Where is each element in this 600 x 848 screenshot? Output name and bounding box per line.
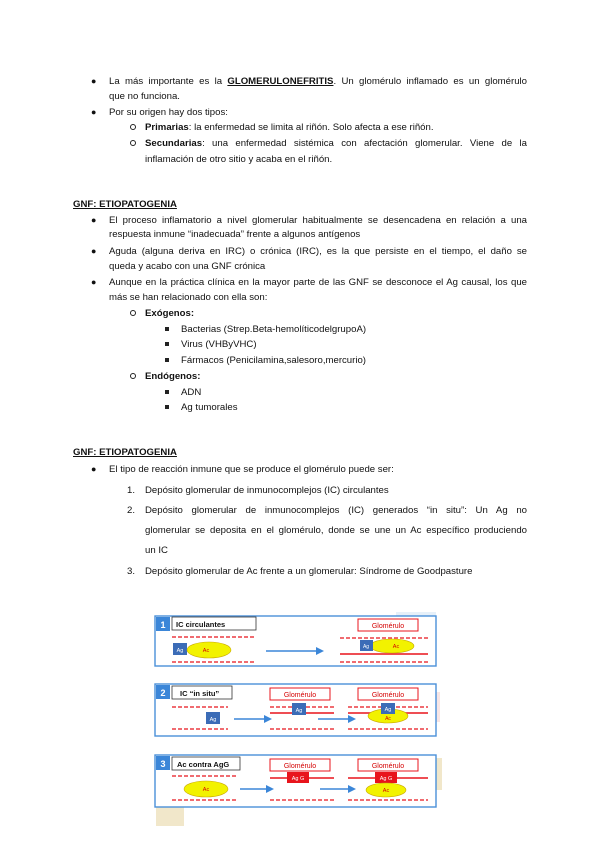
exogenos-label: Exógenos: (145, 308, 195, 319)
glomerulo-label: Glomérulo (371, 623, 405, 630)
section1-title: GNF: ETIOPATOGENIA (73, 199, 177, 210)
ac-label: Ac (385, 716, 391, 722)
panel-3 (155, 755, 436, 807)
glomerulo-label: Glomérulo (283, 763, 317, 770)
panel-title: IC “in situ” (180, 689, 220, 698)
s2-item-3: Depósito glomerular de Ac frente a un glomerular: Síndrome de Goodpasture (145, 566, 473, 577)
intro-bullet-1: La más importante es la GLOMERULONEFRITIS. Un glomérulo inflamado es un glomérulo (109, 76, 528, 87)
s2-item-2: Depósito glomerular de inmunocomplejos (IC) generados “in situ”: Un Ag no (145, 505, 527, 516)
glomerulo-label: Glomérulo (371, 763, 405, 770)
agg-label: Ag G (379, 776, 393, 782)
s1-bullet-1-cont: respuesta inmune “inadecuada” frente a algunos antígenos (109, 229, 361, 240)
ag-label: Ag (209, 717, 217, 723)
intro-bullet-2: Por su origen hay dos tipos: (109, 107, 228, 118)
panel-title: Ac contra AgG (177, 760, 230, 769)
panel-number: 1 (160, 620, 166, 630)
num-3: 3. (127, 566, 136, 577)
s2-bullet-1: El tipo de reacción inmune que se produce el glomérulo puede ser: (109, 464, 394, 475)
panel-2 (155, 684, 436, 736)
panel-title: IC circulantes (176, 620, 226, 629)
bullet-dot: ● (91, 215, 97, 225)
bullet-dot: ● (91, 277, 97, 287)
bullet-dot: ● (91, 246, 97, 256)
bullet-dot: ● (91, 464, 97, 474)
panel-number: 2 (160, 688, 166, 698)
primarias-text: Primarias: la enfermedad se limita al riñón. Solo afecta a ese riñón. (145, 122, 434, 133)
s2-item-2-cont2: un IC (145, 545, 168, 556)
num-2: 2. (127, 505, 136, 516)
bullet-dot: ● (91, 76, 97, 86)
intro-bullet-1-cont: que no funciona. (109, 91, 180, 102)
ag-label: Ag (176, 648, 184, 654)
s2-item-1: Depósito glomerular de inmunocomplejos (IC) circulantes (145, 485, 389, 496)
agg-label: Ag G (291, 776, 305, 782)
endogenos-label: Endógenos: (145, 371, 201, 382)
ac-label: Ac (382, 788, 390, 794)
secundarias-cont: inflamación de otro sitio y acaba en el riñón. (145, 154, 333, 165)
endo-item: ADN (181, 387, 202, 398)
ac-label: Ac (202, 648, 210, 654)
exo-item: Fármacos (Penicilamina,salesoro,mercurio) (181, 355, 367, 366)
glomerulo-label: Glomérulo (371, 692, 405, 699)
s1-bullet-2-cont: queda y acabo con una GNF crónica (109, 261, 266, 272)
glomerulo-label: Glomérulo (283, 692, 317, 699)
panel-1 (155, 616, 436, 666)
ag-label: Ag (384, 707, 392, 713)
num-1: 1. (127, 485, 136, 496)
bullet-dot: ● (91, 107, 97, 117)
s2-item-2-cont: glomerular se deposita en el glomérulo, donde se une un Ac específico produciendo (145, 525, 527, 536)
s1-bullet-2: Aguda (alguna deriva en IRC) o crónica (IRC), es la que persiste en el tiempo, el daño se (109, 246, 527, 257)
ac-label: Ac (392, 644, 400, 650)
section2-title: GNF: ETIOPATOGENIA (73, 447, 177, 458)
endo-item: Ag tumorales (181, 402, 238, 413)
s1-bullet-3-cont: más se han relacionado con ella son: (109, 292, 268, 303)
s1-bullet-1: El proceso inflamatorio a nivel glomerular habitualmente se desencadena en relación a una (109, 215, 527, 226)
exo-item: Bacterias (Strep.Beta-hemolíticodelgrupoA) (181, 324, 367, 335)
panel-number: 3 (160, 759, 166, 769)
secundarias-text: Secundarias: una enfermedad sistémica con afectación glomerular. Viene de la (145, 138, 527, 149)
ac-label: Ac (202, 787, 210, 793)
exo-item: Virus (VHByVHC) (181, 339, 257, 350)
ag-label: Ag (295, 708, 303, 714)
ag-label: Ag (362, 644, 370, 650)
s1-bullet-3: Aunque en la práctica clínica en la mayor parte de las GNF se desconoce el Ag causal, los que (109, 277, 527, 288)
